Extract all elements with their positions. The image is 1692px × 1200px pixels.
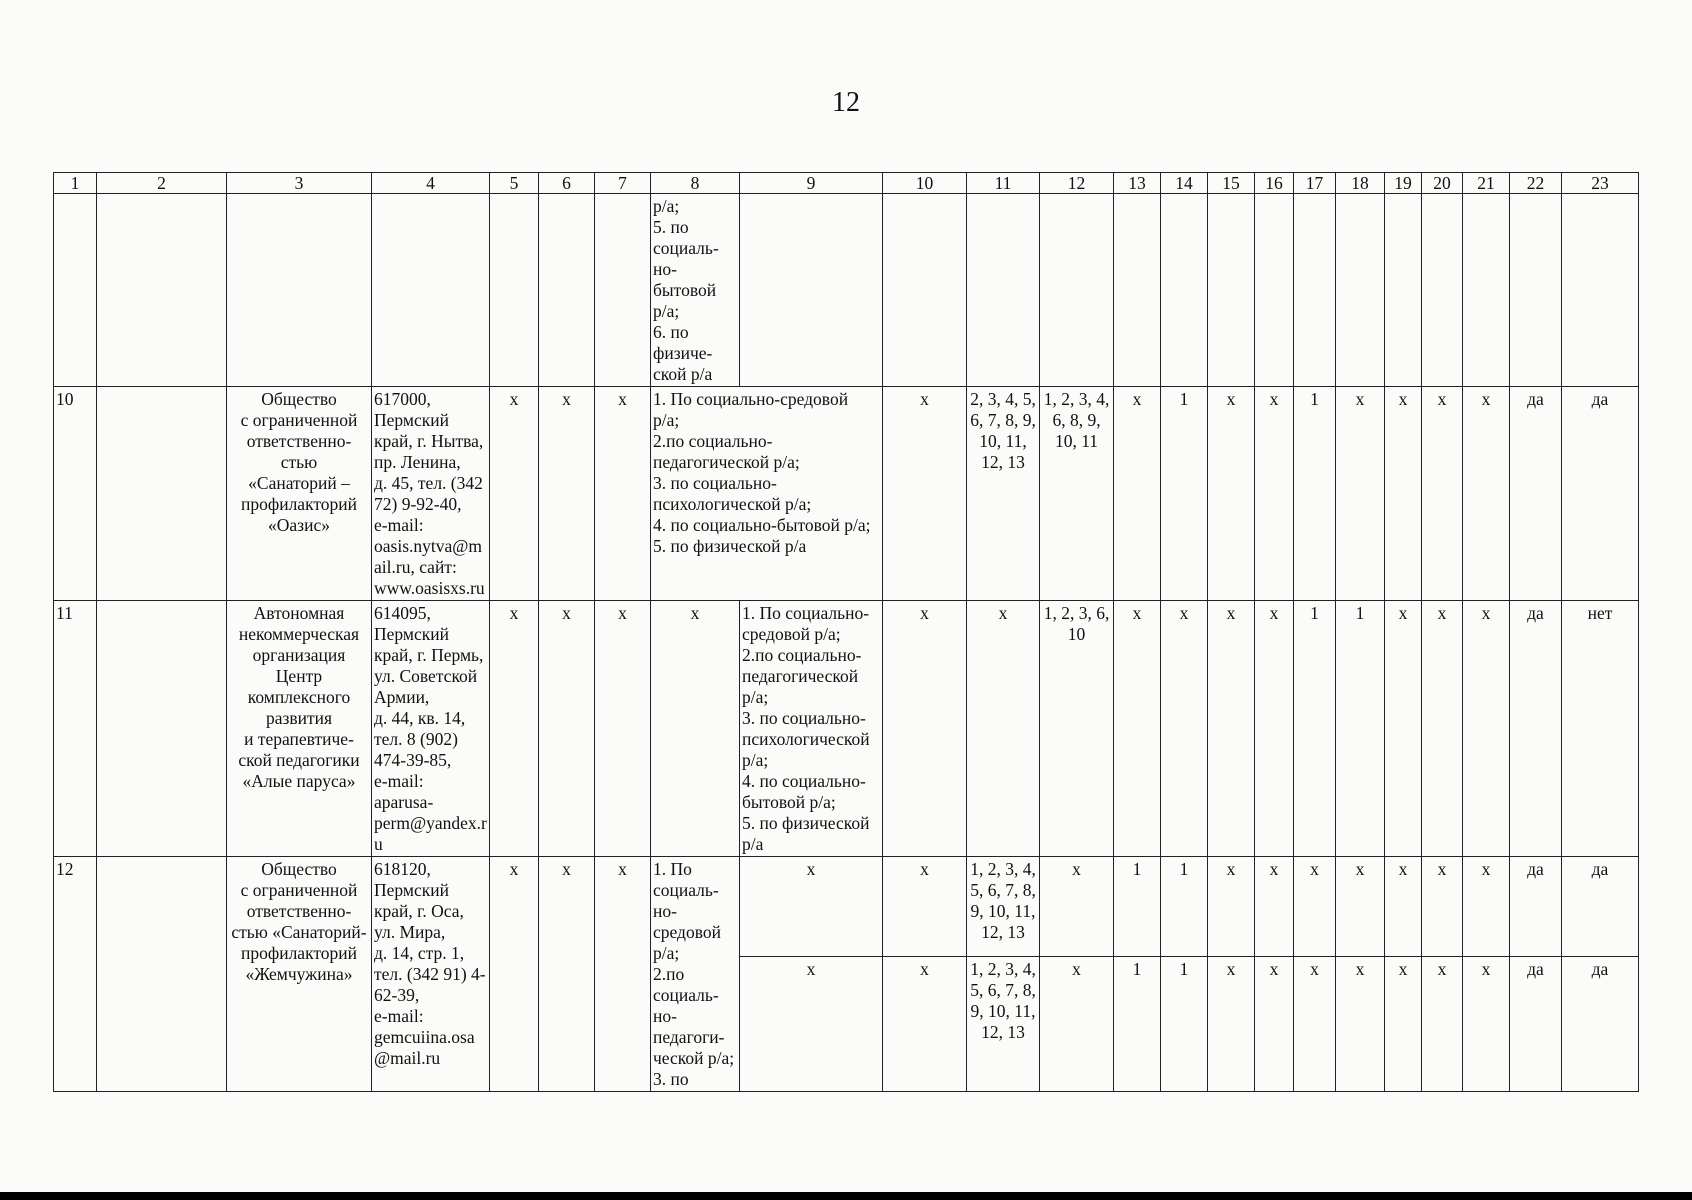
cell-organization-name: Автономная некоммерческая организация Центр комплексного развития и терапевтиче- ской педагогики «Алые паруса»	[238, 603, 360, 791]
cell-value: х	[1310, 959, 1319, 980]
cell-value: х	[1398, 389, 1408, 409]
cell-rehab-types: 1. По социально- средовой р/а; 2.по социально- педагогической р/а; 3. по социально- психологической р/а; 4. по социально- бытовой р/а; 5. по физической р/а	[742, 603, 870, 854]
column-header: 15	[1208, 173, 1255, 194]
cell-value: х	[920, 603, 929, 623]
table-row	[54, 387, 1639, 601]
cell-value: х	[1072, 959, 1081, 980]
cell-value: х	[806, 959, 816, 980]
column-header: 20	[1422, 173, 1463, 194]
cell-value: да	[1527, 603, 1544, 623]
cell-value: х	[920, 859, 929, 879]
cell-value: х	[1132, 603, 1142, 623]
cell-value: х	[1481, 959, 1491, 980]
cell-value: 2, 3, 4, 5, 6, 7, 8, 9, 10, 11, 12, 13	[970, 389, 1036, 472]
cell-value: х	[1355, 389, 1365, 409]
column-header: 6	[539, 173, 595, 194]
cell-value: 1	[1310, 603, 1319, 623]
column-header: 14	[1161, 173, 1208, 194]
cell-value: х	[1226, 959, 1236, 980]
cell-value: 1	[1179, 959, 1189, 980]
cell-value: 1, 2, 3, 6, 10	[1043, 603, 1110, 644]
cell-value: х	[1269, 859, 1279, 879]
cell-value: х	[509, 603, 519, 623]
cell-value: х	[1437, 603, 1447, 623]
column-header: 23	[1562, 173, 1639, 194]
cell-address-contacts: 617000, Пермский край, г. Нытва, пр. Ленина, д. 45, тел. (342 72) 9-92-40, e-mail: oasis.nytva@m ail.ru, сайт: www.oasisxs.ru	[374, 389, 485, 598]
cell-value: 1, 2, 3, 4, 5, 6, 7, 8, 9, 10, 11, 12, 13	[970, 959, 1036, 1043]
column-header: 18	[1336, 173, 1385, 194]
cell-value: х	[1269, 603, 1279, 623]
cell-value: х	[1398, 603, 1408, 623]
scan-bottom-edge	[0, 1192, 1692, 1200]
cell-value: 1	[1179, 859, 1189, 879]
column-header: 7	[595, 173, 651, 194]
cell-row-number: 11	[56, 603, 73, 623]
column-header: 13	[1114, 173, 1161, 194]
cell-value: х	[562, 389, 571, 409]
cell-value: х	[1132, 389, 1142, 409]
column-header: 3	[227, 173, 372, 194]
column-header: 21	[1463, 173, 1510, 194]
cell-value: х	[618, 389, 627, 409]
cell-value: х	[1437, 859, 1447, 879]
column-header: 9	[740, 173, 883, 194]
cell-value: х	[1355, 859, 1365, 879]
cell-value: нет	[1587, 603, 1613, 623]
column-header: 11	[967, 173, 1040, 194]
cell-value: х	[690, 603, 700, 623]
cell-value: 1, 2, 3, 4, 6, 8, 9, 10, 11	[1043, 389, 1110, 451]
cell-value: 1	[1179, 389, 1189, 409]
cell-value: х	[1310, 859, 1319, 879]
column-header: 12	[1040, 173, 1114, 194]
cell-value: да	[1591, 389, 1609, 409]
cell-value: х	[509, 859, 519, 879]
cell-value: х	[920, 959, 929, 980]
column-header: 17	[1294, 173, 1336, 194]
table-row	[54, 857, 1639, 957]
cell-value: х	[1481, 389, 1491, 409]
column-header: 4	[372, 173, 490, 194]
cell-value: х	[562, 859, 571, 879]
column-header: 22	[1510, 173, 1562, 194]
cell-value: да	[1527, 389, 1544, 409]
cell-organization-name: Общество с ограниченной ответственно- стью «Санаторий – профилакторий «Оазис»	[240, 389, 358, 535]
cell-value: х	[1437, 389, 1447, 409]
cell-rehab-types: 1. По социально-средовой р/а; 2.по социально- педагогической р/а; 3. по социально- психологической р/а; 4. по социально-бытовой р/а; 5. по физической р/а	[653, 389, 871, 556]
column-header: 5	[490, 173, 539, 194]
cell-value: да	[1527, 859, 1544, 879]
cell-row-number: 10	[56, 389, 74, 409]
cell-address-contacts: 618120, Пермский край, г. Оса, ул. Мира, д. 14, стр. 1, тел. (342 91) 4- 62-39, e-mail: gemcuiina.osa @mail.ru	[374, 859, 486, 1068]
cell-value: х	[1437, 959, 1447, 980]
continuation-row	[54, 194, 1639, 387]
cell-value: 1	[1310, 389, 1319, 409]
cell-value: да	[1527, 959, 1544, 980]
cell-address-contacts: 614095, Пермский край, г. Пермь, ул. Советской Армии, д. 44, кв. 14, тел. 8 (902) 474-39-85, e-mail: aparusa- perm@yandex.r u	[374, 603, 487, 854]
column-header: 1	[54, 173, 97, 194]
column-number-row	[54, 173, 1639, 194]
cell-value: да	[1591, 959, 1609, 980]
column-header: 10	[883, 173, 967, 194]
cell-value: х	[1226, 603, 1236, 623]
cell-value: х	[1226, 859, 1236, 879]
cell-value: х	[1398, 959, 1408, 980]
cell-value: х	[998, 603, 1008, 623]
cell-value: х	[1481, 603, 1491, 623]
column-header: 19	[1385, 173, 1422, 194]
cell-value: х	[1355, 959, 1365, 980]
cell-value: 1	[1132, 859, 1142, 879]
cell-rehab-types: 1. По социаль- но- средовой р/а; 2.по социаль- но- педагоги- ческой р/а; 3. по	[653, 859, 735, 1089]
cell-value: да	[1591, 859, 1609, 879]
cell-value: 1, 2, 3, 4, 5, 6, 7, 8, 9, 10, 11, 12, 13	[970, 859, 1036, 942]
column-header: 2	[97, 173, 227, 194]
cell-value: х	[562, 603, 571, 623]
cell-rehab-types: р/а; 5. по социаль- но- бытовой р/а; 6. по физиче- ской р/а	[653, 196, 719, 384]
cell-value: 1	[1355, 603, 1365, 623]
cell-row-number: 12	[56, 859, 74, 879]
cell-value: х	[920, 389, 929, 409]
cell-value: х	[1481, 859, 1491, 879]
table-row	[54, 601, 1639, 857]
cell-value: х	[1072, 859, 1081, 879]
cell-value: х	[1226, 389, 1236, 409]
cell-value: х	[509, 389, 519, 409]
cell-value: х	[806, 859, 816, 879]
cell-organization-name: Общество с ограниченной ответственно- стью «Санаторий- профилакторий «Жемчужина»	[231, 859, 367, 984]
column-header: 16	[1255, 173, 1294, 194]
cell-value: х	[1269, 959, 1279, 980]
column-header: 8	[651, 173, 740, 194]
registry-table	[53, 172, 1639, 1092]
cell-value: х	[1398, 859, 1408, 879]
cell-value: х	[1269, 389, 1279, 409]
cell-value: х	[618, 859, 627, 879]
cell-value: х	[1179, 603, 1189, 623]
page-number: 12	[832, 87, 860, 118]
cell-value: х	[618, 603, 627, 623]
cell-value: 1	[1132, 959, 1142, 980]
